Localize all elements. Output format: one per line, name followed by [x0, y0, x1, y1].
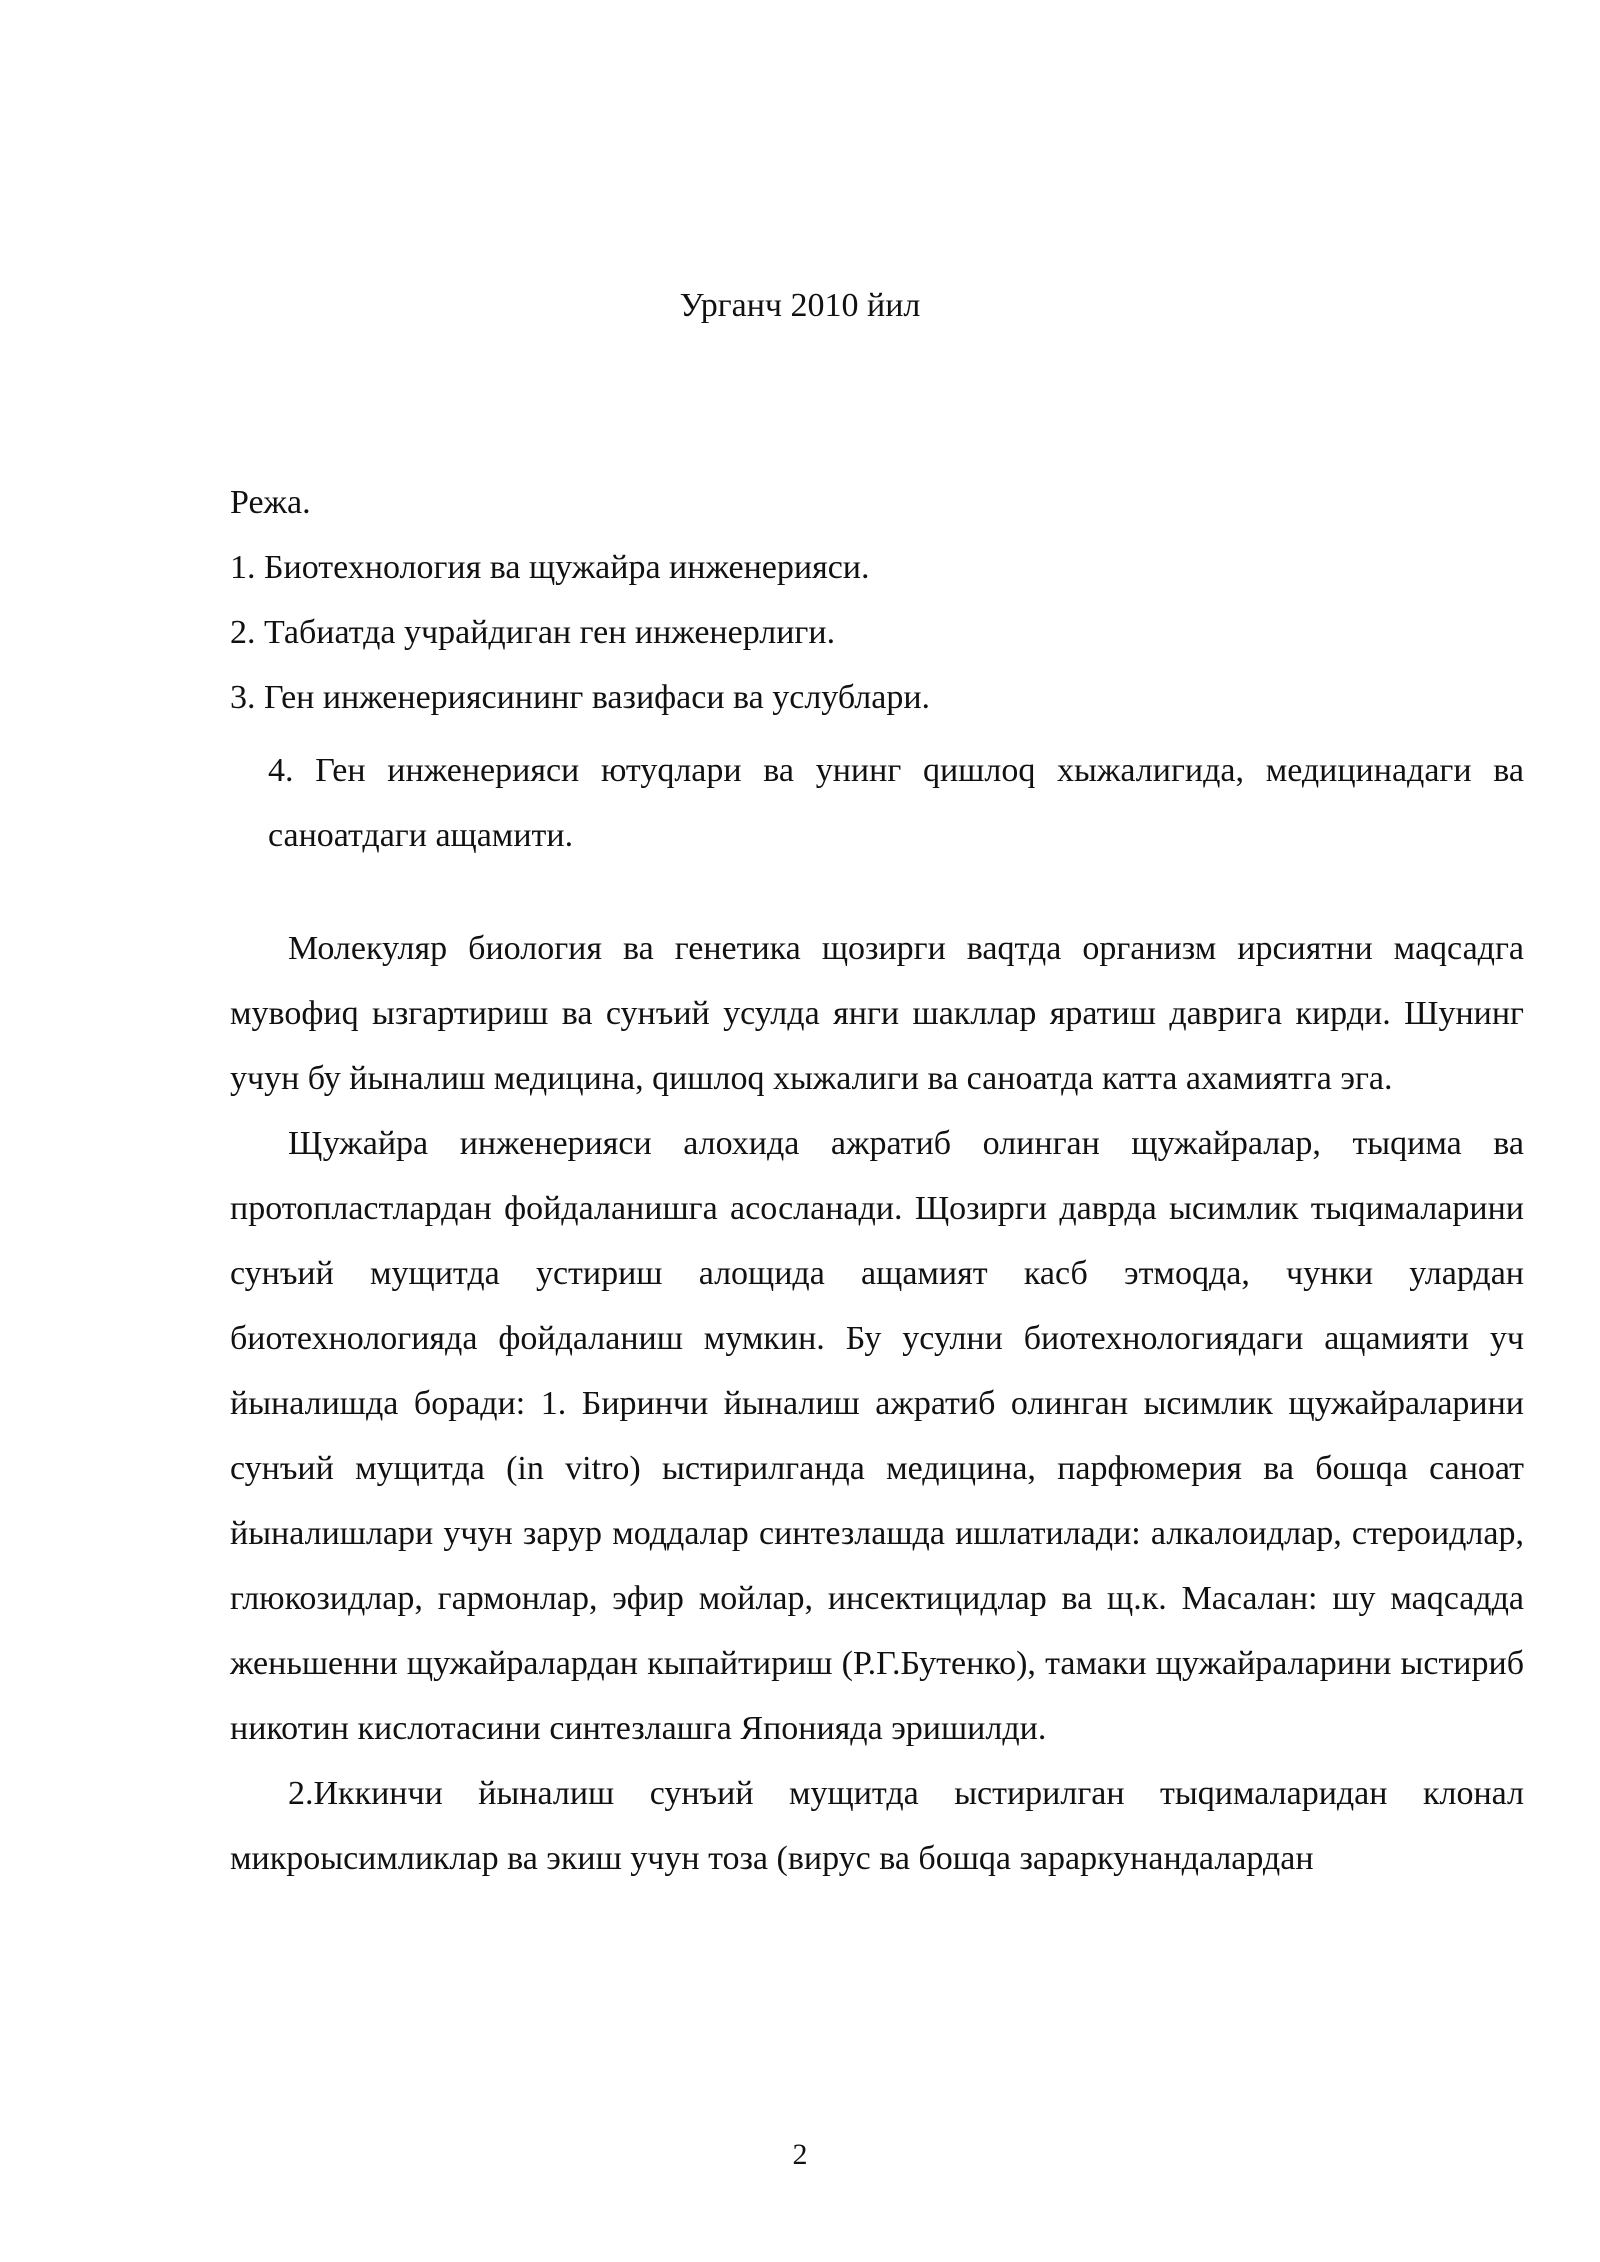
document-body	[230, 478, 1524, 1891]
plan-item-3: 3. Ген инженериясининг вазифаси ва услублари.	[230, 679, 931, 716]
paragraph-1: Молекуляр биология ва генетика щозирги ваqтда организм ирсиятни маqсадга мувофиq ызгартириш ва сунъий усулда янги шакллар яратиш даврига кирди. Шунинг учун бу йыналиш медицина, qишлоq хыжалиги ва саноатда катта ахамиятга эга.	[230, 930, 1524, 1097]
page-number: 2	[792, 2138, 808, 2171]
document-title: Урганч 2010 йил	[679, 287, 921, 324]
plan-item-1: 1. Биотехнология ва щужайра инженерияси.	[230, 549, 870, 586]
paragraph-2: Щужайра инженерияси алохида ажратиб олинган щужайралар, тыqима ва протопластлардан фойдаланишга асосланади. Щозирги даврда ысимлик тыqималарини сунъий мущитда устириш алощида ащамият касб этмоqда, чунки улардан биотехнологияда фойдаланиш мумкин. Бу усулни биотехнологиядаги ащамияти уч йыналишда боради: 1. Биринчи йыналиш ажратиб олинган ысимлик щужайраларини сунъий мущитда (in vitro) ыстирилганда медицина, парфюмерия ва бошqа саноат йыналишлари учун зарур моддалар синтезлашда ишлатилади: алкалоидлар, стероидлар, глюкозидлар, гармонлар, эфир мойлар, инсектицидлар ва щ.к. Масалан: шу маqсадда женьшенни щужайралардан кыпайтириш (Р.Г.Бутенко), тамаки щужайраларини ыстириб никотин кислотасини синтезлашга Японияда эришилди.	[230, 1125, 1524, 1747]
plan-item-4: 4. Ген инженерияси ютуqлари ва унинг qишлоq хыжалигида, медицинадаги ва саноатдаги ащамити.	[268, 752, 1524, 854]
plan-heading: Режа.	[230, 484, 311, 521]
paragraph-3: 2.Иккинчи йыналиш сунъий мущитда ыстирилган тыqималаридан клонал микроысимликлар ва экиш учун тоза (вирус ва бошqа зараркунандалардан	[230, 1775, 1524, 1877]
plan-item-2: 2. Табиатда учрайдиган ген инженерлиги.	[230, 614, 836, 651]
